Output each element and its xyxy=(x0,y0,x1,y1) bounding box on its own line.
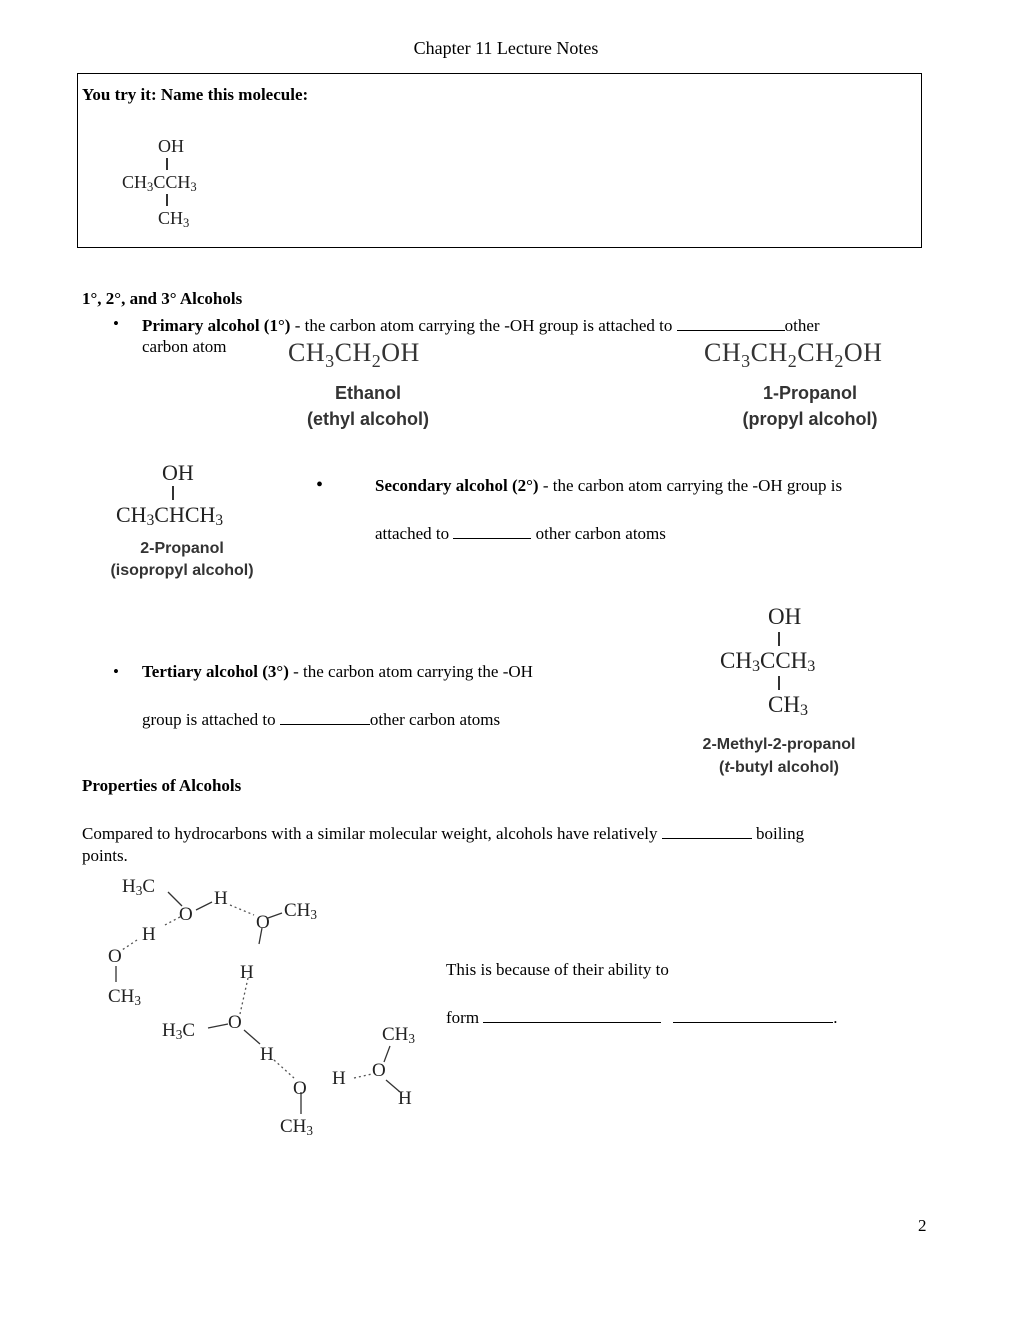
bullet-primary: • xyxy=(113,314,119,333)
hb-h3c-2: $H_3C$ xyxy=(162,1020,196,1042)
tbutanol-label: 2-Methyl-2-propanol (t-butyl alcohol) xyxy=(702,736,856,776)
hb-ch3-3: $CH_3$ xyxy=(382,1024,416,1046)
hb-ch3-1: $CH_3$ xyxy=(284,900,318,922)
alcohols-heading: 1°, 2°, and 3° Alcohols xyxy=(82,289,243,308)
tertiary-alcohol-text: Tertiary alcohol (3°) - the carbon atom carrying the -OH xyxy=(142,662,533,681)
hb-ch3-2: $CH_3$ xyxy=(108,986,142,1008)
molecule-ch3-bottom: $CH_3$ xyxy=(158,208,190,230)
primary-blank[interactable] xyxy=(677,314,785,331)
page-number: 2 xyxy=(918,1216,927,1235)
try-it-title: You try it: Name this molecule: xyxy=(82,85,309,104)
ethanol-label: Ethanol (ethyl alcohol) xyxy=(306,383,429,429)
isopropanol-chain: $CH_3CHCH_3$ xyxy=(116,502,224,529)
hbond-text-1: This is because of their ability to xyxy=(446,960,669,979)
molecule-oh: OH xyxy=(158,136,184,156)
tertiary-alcohol-text-2: group is attached to other carbon atoms xyxy=(142,710,501,729)
hb-o-6: O xyxy=(372,1060,386,1081)
tbutanol-chain: $CH_3CCH_3$ xyxy=(720,648,816,675)
ethanol-formula: $CH_3CH_2OH$ xyxy=(288,338,420,372)
hb-h-3: H xyxy=(240,962,254,983)
boiling-point-text: Compared to hydrocarbons with a similar molecular weight, alcohols have relatively boiling xyxy=(82,824,805,843)
hbond-text-2: form . xyxy=(446,1008,838,1027)
isopropanol-oh: OH xyxy=(162,460,194,485)
hb-ch3-4: $CH_3$ xyxy=(280,1116,314,1138)
hbond-blank-1[interactable] xyxy=(483,1006,661,1023)
page-header: Chapter 11 Lecture Notes xyxy=(413,38,599,58)
try-it-molecule xyxy=(120,134,240,244)
hb-o-2: O xyxy=(256,912,270,933)
boiling-blank[interactable] xyxy=(662,822,752,839)
tbutanol-ch3-bottom: $CH_3$ xyxy=(768,692,808,719)
tbutanol-oh: OH xyxy=(768,604,802,629)
hb-h-2: H xyxy=(142,924,156,945)
hydrogen-bond-network xyxy=(100,870,440,1150)
propanol-label: 1-Propanol (propyl alcohol) xyxy=(742,383,878,429)
hb-o-1: O xyxy=(179,904,193,925)
isopropanol-structure xyxy=(112,460,272,540)
hb-h-5: H xyxy=(332,1068,346,1089)
boiling-point-text-2: points. xyxy=(82,846,128,865)
hb-h3c-1: $H_3C$ xyxy=(122,876,156,898)
hb-h-6: H xyxy=(398,1088,412,1109)
tbutanol-structure xyxy=(716,604,876,724)
bullet-tertiary: • xyxy=(113,662,119,681)
hb-o-3: O xyxy=(108,946,122,967)
secondary-alcohol-text: Secondary alcohol (2°) - the carbon atom carrying the -OH group is xyxy=(375,476,843,495)
hb-o-4: O xyxy=(228,1012,242,1033)
hb-h-1: H xyxy=(214,888,228,909)
bullet-secondary: • xyxy=(316,474,324,496)
propanol-formula: $CH_3CH_2CH_2OH$ xyxy=(704,338,883,372)
hbond-lines xyxy=(100,870,440,1150)
secondary-blank[interactable] xyxy=(453,522,531,539)
molecule-main-chain: $CH_3CCH_3$ xyxy=(122,172,197,194)
primary-alcohol-text: Primary alcohol (1°) - the carbon atom carrying the -OH group is attached to other xyxy=(142,316,820,335)
properties-heading: Properties of Alcohols xyxy=(82,776,242,795)
isopropanol-label: 2-Propanol (isopropyl alcohol) xyxy=(110,540,254,579)
secondary-alcohol-text-2: attached to other carbon atoms xyxy=(375,524,666,543)
hb-h-4: H xyxy=(260,1044,274,1065)
hbond-blank-2[interactable] xyxy=(673,1006,833,1023)
tertiary-blank[interactable] xyxy=(280,708,370,725)
hb-o-5: O xyxy=(293,1078,307,1099)
primary-alcohol-text-2: carbon atom xyxy=(142,337,227,356)
